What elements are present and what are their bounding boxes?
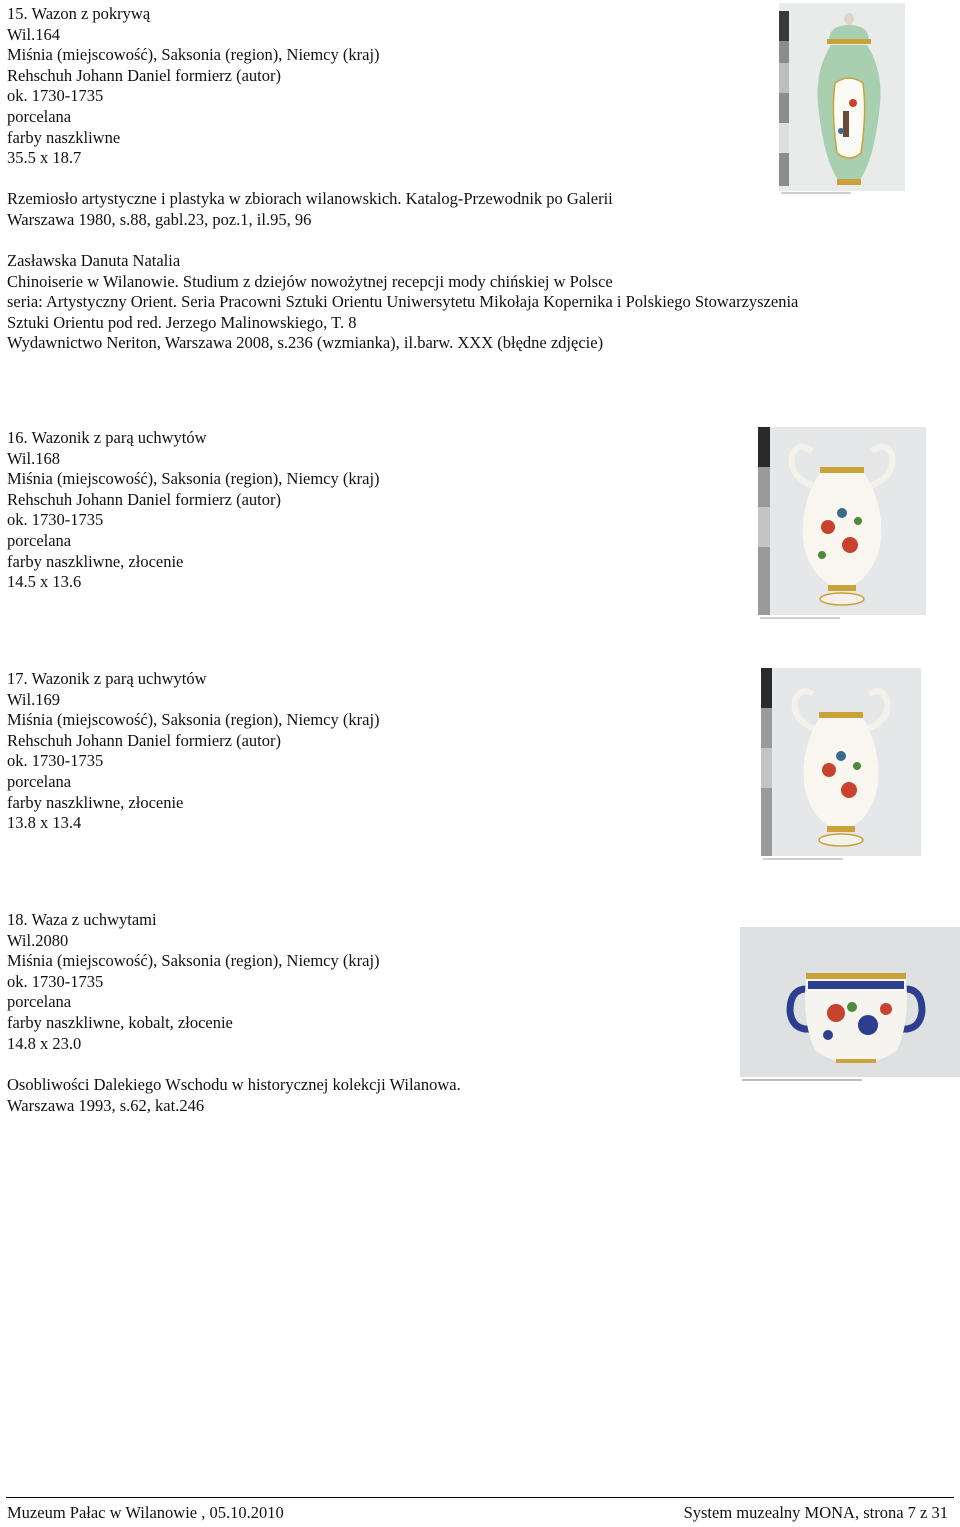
material: porcelana <box>7 530 72 550</box>
entry-title: 16. Wazonik z parą uchwytów <box>7 428 207 447</box>
bibliography-line: Wydawnictwo Neriton, Warszawa 2008, s.236 (wzmianka), il.barw. XXX (błędne zdjęcie) <box>7 333 604 353</box>
catalog-entry-18 <box>7 910 380 1054</box>
entry-title: 15. Wazon z pokrywą <box>7 4 151 23</box>
technique: farby naszkliwne, złocenie <box>7 551 184 571</box>
place-of-origin: Miśnia (miejscowość), Saksonia (region), Niemcy (kraj) <box>7 951 380 971</box>
bibliography-entry <box>7 1075 461 1116</box>
place-of-origin: Miśnia (miejscowość), Saksonia (region), Niemcy (kraj) <box>7 469 380 489</box>
catalog-entry-16 <box>7 428 380 593</box>
technique: farby naszkliwne <box>7 127 121 147</box>
author: Rehschuh Johann Daniel formierz (autor) <box>7 730 281 750</box>
material: porcelana <box>7 106 72 126</box>
dimensions: 14.5 x 13.6 <box>7 572 82 592</box>
entry-title: 17. Wazonik z parą uchwytów <box>7 669 207 688</box>
footer-divider <box>6 1497 954 1498</box>
catalog-entry-15 <box>7 4 380 169</box>
author: Rehschuh Johann Daniel formierz (autor) <box>7 489 281 509</box>
bibliography-line: Sztuki Orientu pod red. Jerzego Malinowskiego, T. 8 <box>7 312 357 332</box>
entry-title: 18. Waza z uchwytami <box>7 910 157 929</box>
material: porcelana <box>7 992 72 1012</box>
bibliography-line: seria: Artystyczny Orient. Seria Pracowni Sztuki Orientu Uniwersytetu Mikołaja Kopernika i Polskiego Stowarzyszenia <box>7 292 799 312</box>
bibliography-line: Chinoiserie w Wilanowie. Studium z dziejów nowożytnej recepcji mody chińskiej w Polsce <box>7 271 613 291</box>
inventory-number: Wil.164 <box>7 24 60 44</box>
bibliography-author: Zasławska Danuta Natalia <box>7 251 181 270</box>
date: ok. 1730-1735 <box>7 510 104 530</box>
bibliography-line: Warszawa 1993, s.62, kat.246 <box>7 1095 205 1115</box>
technique: farby naszkliwne, kobalt, złocenie <box>7 1012 233 1032</box>
handled-vase-photo <box>758 427 926 623</box>
date: ok. 1730-1735 <box>7 86 104 106</box>
date: ok. 1730-1735 <box>7 971 104 991</box>
material: porcelana <box>7 771 72 791</box>
lidded-vase-photo <box>779 3 905 199</box>
author: Rehschuh Johann Daniel formierz (autor) <box>7 65 281 85</box>
handled-vase-photo <box>761 668 921 864</box>
footer-page-number: System muzealny MONA, strona 7 z 31 <box>683 1503 948 1522</box>
place-of-origin: Miśnia (miejscowość), Saksonia (region), Niemcy (kraj) <box>7 45 380 65</box>
inventory-number: Wil.2080 <box>7 930 69 950</box>
footer-institution-date: Muzeum Pałac w Wilanowie , 05.10.2010 <box>7 1503 284 1522</box>
inventory-number: Wil.169 <box>7 689 60 709</box>
tureen-photo <box>740 927 960 1085</box>
bibliography-line: Warszawa 1980, s.88, gabl.23, poz.1, il.95, 96 <box>7 209 312 229</box>
bibliography-entry <box>7 251 798 354</box>
inventory-number: Wil.168 <box>7 448 60 468</box>
dimensions: 13.8 x 13.4 <box>7 813 82 833</box>
bibliography-entry <box>7 189 613 230</box>
date: ok. 1730-1735 <box>7 751 104 771</box>
place-of-origin: Miśnia (miejscowość), Saksonia (region), Niemcy (kraj) <box>7 710 380 730</box>
technique: farby naszkliwne, złocenie <box>7 792 184 812</box>
catalog-entry-17 <box>7 669 380 834</box>
dimensions: 14.8 x 23.0 <box>7 1033 82 1053</box>
bibliography-line: Rzemiosło artystyczne i plastyka w zbiorach wilanowskich. Katalog-Przewodnik po Galerii <box>7 189 613 208</box>
bibliography-line: Osobliwości Dalekiego Wschodu w historycznej kolekcji Wilanowa. <box>7 1075 461 1094</box>
dimensions: 35.5 x 18.7 <box>7 148 82 168</box>
